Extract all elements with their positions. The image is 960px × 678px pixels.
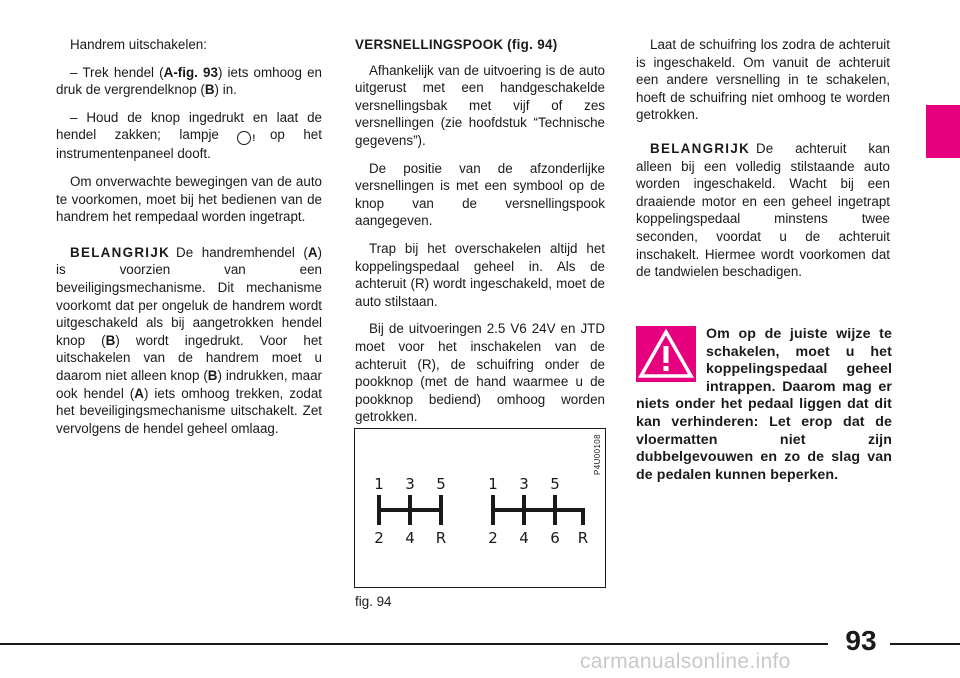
gear-label: 1 xyxy=(374,475,384,493)
important-label: BELANGRIJK xyxy=(70,244,171,260)
part-reference: B xyxy=(105,332,116,348)
warning-triangle-icon xyxy=(636,326,696,382)
column-left xyxy=(56,36,322,447)
text-run: op het instrumentenpaneel dooft. xyxy=(56,127,322,162)
paragraph: De positie van de afzonderlijke versnellingen is met een symbool op de knop van de versnellingspook aangegeven. xyxy=(355,160,605,229)
part-reference: A xyxy=(134,385,144,401)
text-run: ) in. xyxy=(214,82,237,98)
paragraph: Om onverwachte bewegingen van de auto te voorkomen, moet bij het bedienen van de handrem het rempedaal worden ingetrapt. xyxy=(56,173,322,225)
text-run: De handremhendel ( xyxy=(176,244,308,260)
gear-label: 5 xyxy=(436,475,446,493)
paragraph xyxy=(636,140,890,281)
part-reference: B xyxy=(207,367,218,383)
watermark-text: carmanualsonline.info xyxy=(580,650,791,673)
gear-label: 1 xyxy=(488,475,498,493)
text-run: ) iets omhoog en druk de vergrendelknop ( xyxy=(56,64,323,98)
gear-label: 3 xyxy=(519,475,529,493)
paragraph xyxy=(56,64,322,99)
paragraph: Afhankelijk van de uitvoering is de auto uitgerust met een handgeschakelde versnellingsbak met vijf of zes versnellingen (zie hoofdstuk “Technische gegevens”). xyxy=(355,62,605,148)
text-run: ) is voorzien van een beveiligingsmechanisme. Dit mechanisme voorkomt dat per ongeluk de handrem wordt uitgeschakeld als bij aangetrokken hendel knop ( xyxy=(56,244,322,348)
gear-label: 4 xyxy=(405,529,415,547)
page-number: 93 xyxy=(845,625,877,656)
footer-rule xyxy=(0,643,828,645)
paragraph: Bij de uitvoeringen 2.5 V6 24V en JTD moet voor het inschakelen van de achteruit (R), de schuifring onder de pookknop (met de hand waarmee u de pookknop bediend) omhoog worden getrokken. xyxy=(355,321,605,425)
text-run: De achteruit kan alleen bij een volledig stilstaande auto worden ingeschakeld. Wacht bij een draaiende motor en een geheel ingetrapt koppelingspedaal minstens twee seconden, voordat u de achteruit inschakelt. Hiermee wordt voorkomen dat de tandwielen beschadigen. xyxy=(636,140,890,280)
gear-label: 3 xyxy=(405,475,415,493)
figure-reference: A-fig. 93 xyxy=(163,64,218,80)
paragraph xyxy=(56,244,322,438)
footer-rule xyxy=(890,643,960,645)
gear-shift-diagram xyxy=(354,428,606,588)
gear-label: 2 xyxy=(374,529,384,547)
section-tab-marker xyxy=(926,105,960,158)
text-run: ) wordt ingedrukt. Voor het uitschakelen van de handrem moet u daarom niet alleen knop ( xyxy=(56,332,323,383)
gear-label: R xyxy=(435,529,447,547)
brake-warning-lamp-icon: ! xyxy=(237,131,251,145)
figure-caption: fig. 94 xyxy=(355,594,392,609)
gear-label: R xyxy=(577,529,589,547)
text-run: ) indrukken, maar ook hendel ( xyxy=(56,367,322,401)
gear-label: 4 xyxy=(519,529,529,547)
text-run: – Houd de knop ingedrukt en laat de hendel zakken; lampje xyxy=(56,109,322,143)
text-run: – Trek hendel ( xyxy=(70,64,164,80)
figure-reference: (fig. 94) xyxy=(507,37,558,52)
heading-text: VERSNELLINGSPOOK xyxy=(355,37,504,52)
column-middle xyxy=(355,36,605,436)
warning-text: Om op de juiste wijze te schakelen, moet u het koppelingspedaal geheel intrappen. Daarom mag er niets onder het pedaal liggen dat dit kan verhinderen: Let erop dat de vloermatten niet zijn dubbelgevouwen en zo de slag van de pedalen kunnen beperken. xyxy=(636,326,892,483)
gear-label: 5 xyxy=(550,475,560,493)
gear-label: 2 xyxy=(488,529,498,547)
paragraph xyxy=(56,109,322,163)
important-label: BELANGRIJK xyxy=(650,140,751,156)
warning-box xyxy=(636,326,892,484)
gear-label: 6 xyxy=(550,529,560,547)
paragraph: Laat de schuifring los zodra de achteruit is ingeschakeld. Om vanuit de achteruit een andere versnelling in te schakelen, hoeft de schuifring niet omhoog te worden getrokken. xyxy=(636,37,890,123)
gear-pattern-illustration xyxy=(355,429,603,585)
column-right xyxy=(636,36,890,291)
section-heading xyxy=(355,36,605,54)
paragraph: Handrem uitschakelen: xyxy=(70,37,207,52)
part-reference: B xyxy=(204,82,215,98)
figure-code: P4U00108 xyxy=(593,434,602,476)
part-reference: A xyxy=(307,244,318,260)
text-run: ) iets omhoog trekken, zodat het beveiligingsmechanisme uitschakelt. Zet vervolgens de hendel geheel omlaag. xyxy=(56,385,323,436)
paragraph: Trap bij het overschakelen altijd het koppelingspedaal geheel in. Als de achteruit (R) wordt ingeschakeld, moet de auto stilstaan. xyxy=(355,240,605,309)
